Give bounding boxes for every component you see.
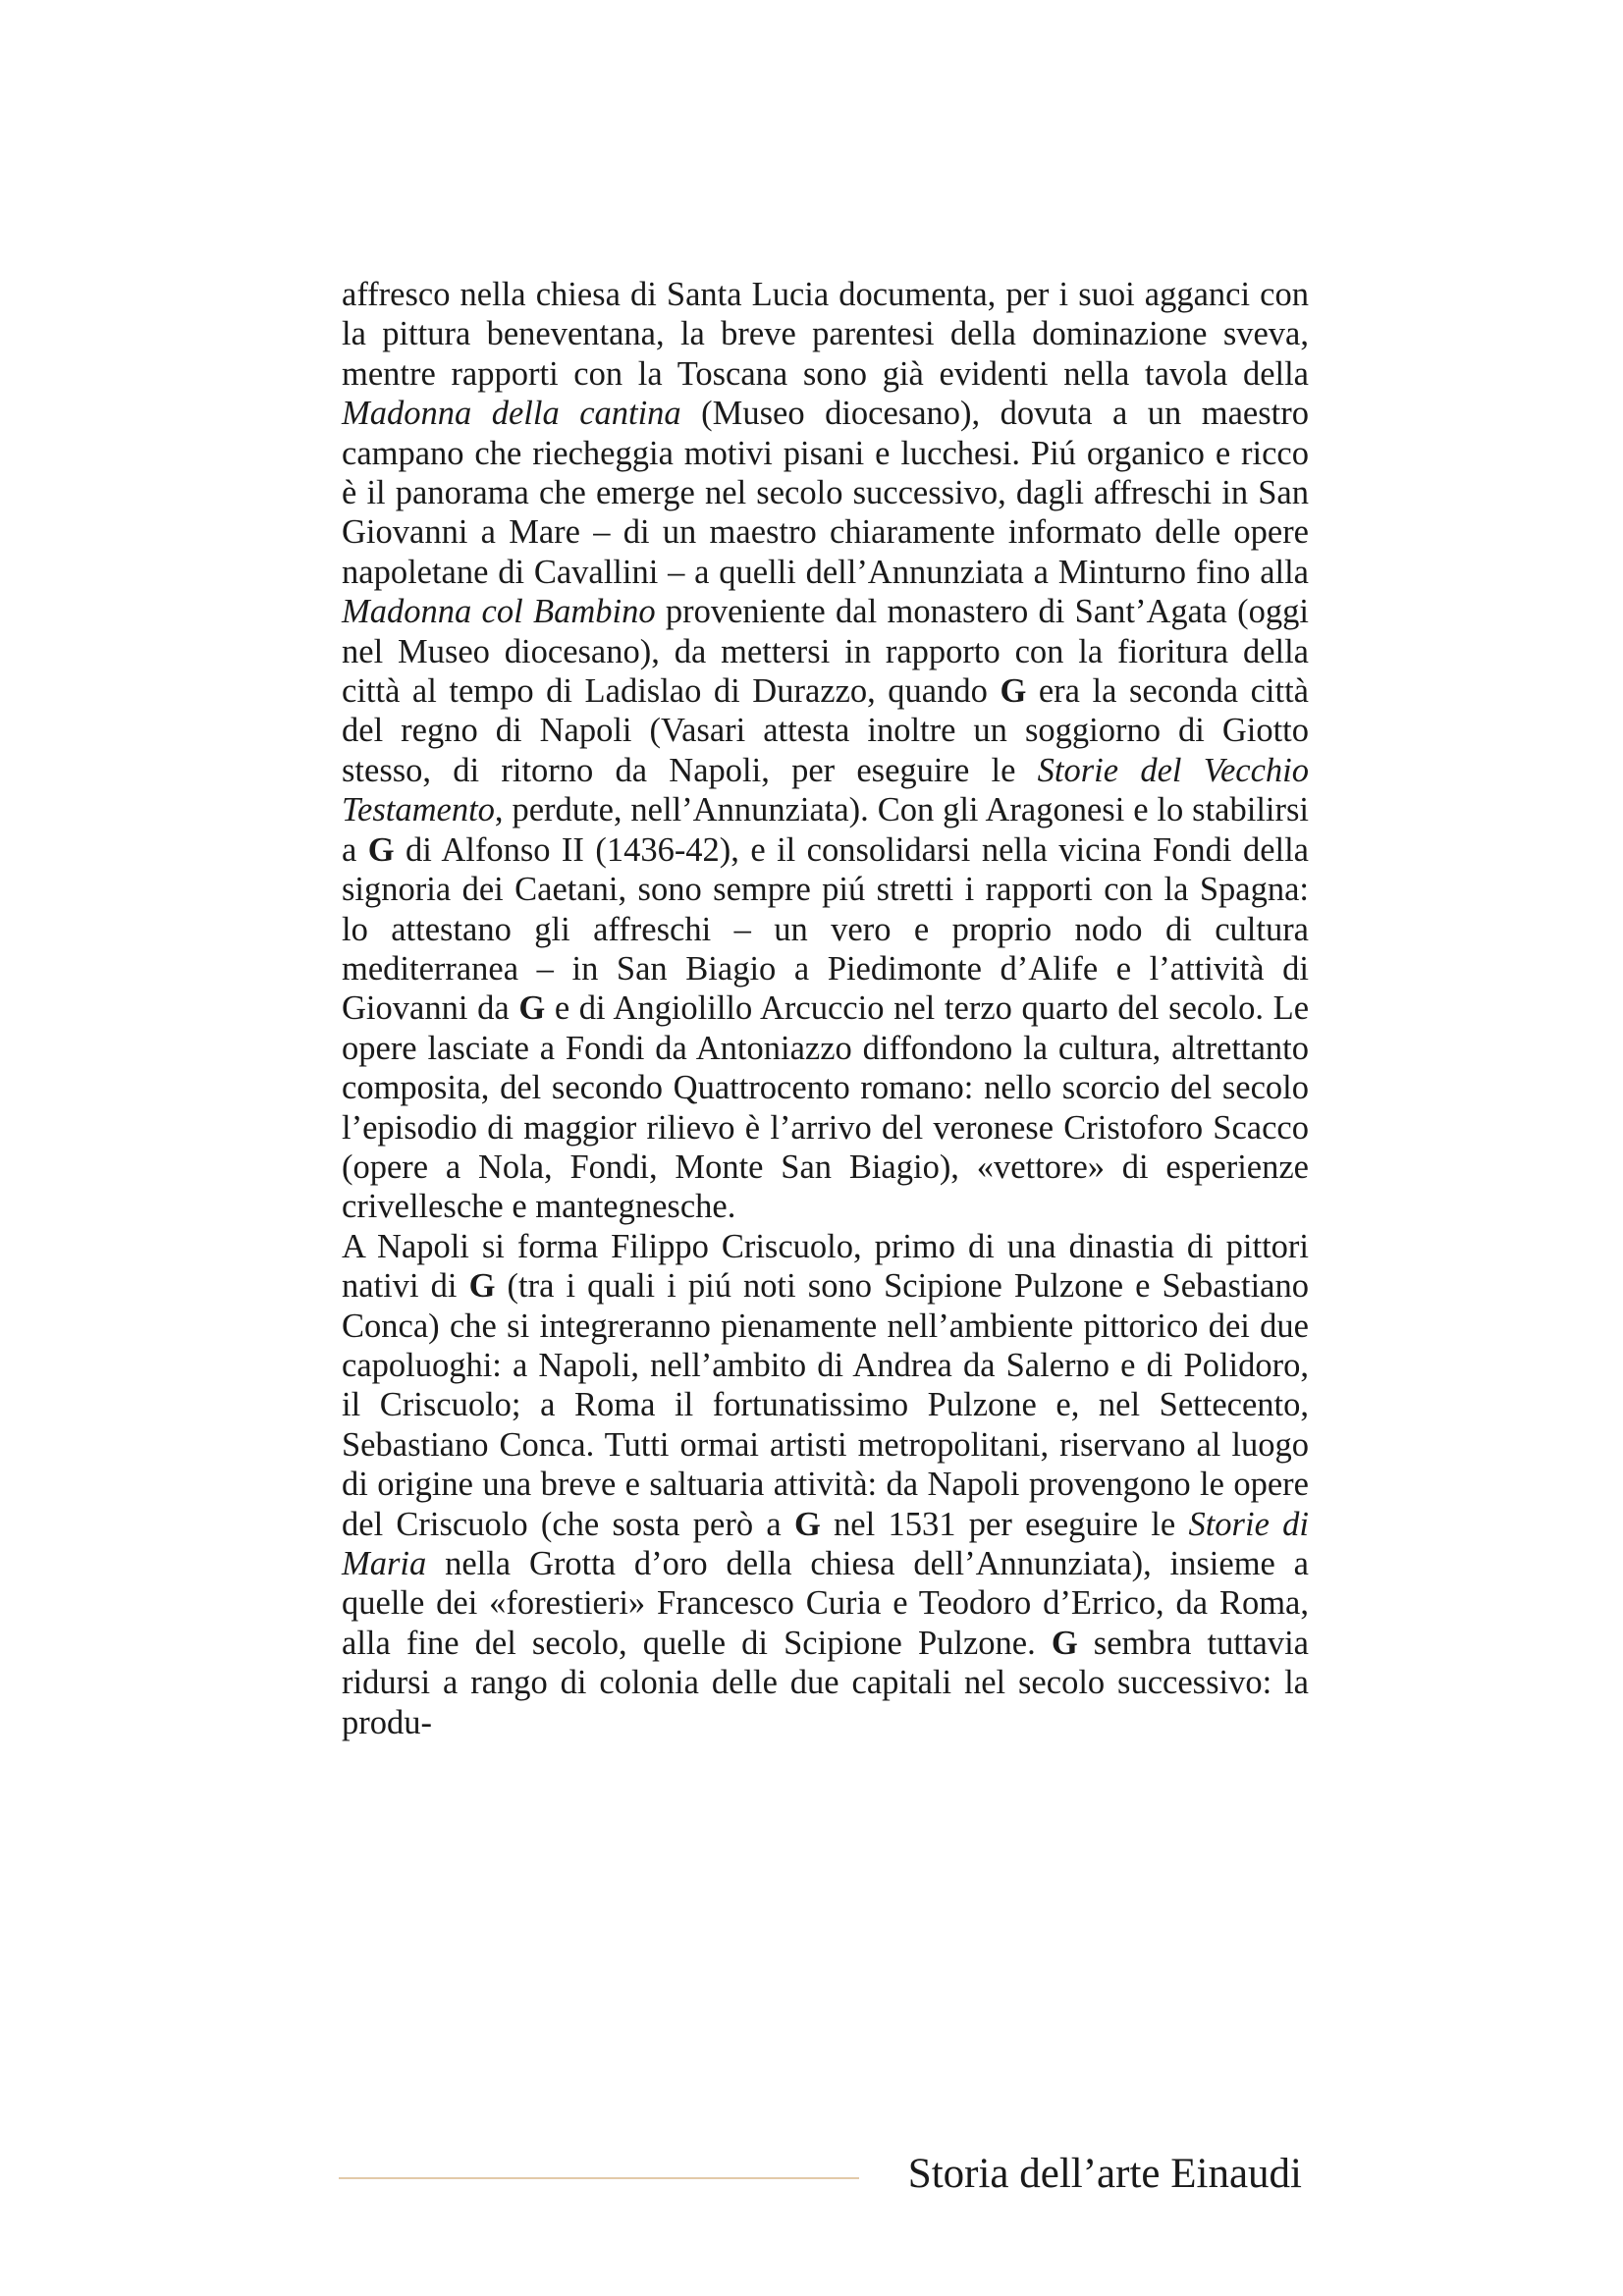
headword-abbreviation: G: [367, 830, 395, 869]
text-run: nella Grotta d’oro della chiesa dell’Annunziata), insieme a quelle dei «forestieri» Francesco Curia e Teodoro d’Errico, da Roma, alla fine del secolo, quelle di Scipione Pulzone.: [342, 1545, 1309, 1662]
headword-abbreviation: G: [468, 1267, 496, 1306]
text-run: proveniente dal monastero di Sant’Agata (oggi nel Museo diocesano), da mettersi in rapporto con la fioritura della città al tempo di Ladislao di Durazzo, quando: [342, 593, 1309, 711]
headword-abbreviation: G: [518, 989, 546, 1028]
text-run: sembra tuttavia ridursi a rango di colonia delle due capitali nel secolo successivo: la produ-: [342, 1624, 1309, 1741]
text-run: era la seconda città del regno di Napoli (Vasari attesta inoltre un soggiorno di Giotto stesso, di ritorno da Napoli, per eseguire le: [342, 672, 1309, 789]
text-run: (Museo diocesano), dovuta a un maestro campano che riecheggia motivi pisani e lucchesi. Piú organico e ricco è il panorama che emerge nel secolo successivo, dagli affreschi in San Giovanni a Mare – di un maestro chiaramente informato delle opere napoletane di Cavallini – a quelli dell’Annunziata a Minturno fino alla: [342, 395, 1309, 591]
footer-title: Storia dell’arte Einaudi: [907, 2151, 1302, 2197]
headword-abbreviation: G: [1000, 672, 1027, 711]
text-run: affresco nella chiesa di Santa Lucia documenta, per i suoi agganci con la pittura beneventana, la breve parentesi della dominazione sveva, mentre rapporti con la Toscana sono già evidenti nella tavola della: [342, 276, 1309, 393]
paragraph: [342, 275, 1309, 1227]
text-run: A Napoli si forma Filippo Criscuolo, primo di una dinastia di pittori nativi di: [342, 1227, 1309, 1306]
text-run: e di Angiolillo Arcuccio nel terzo quarto del secolo. Le opere lasciate a Fondi da Antoniazzo diffondono la cultura, altrettanto composita, del secondo Quattrocento romano: nello scorcio del secolo l’episodio di maggior rilievo è l’arrivo del veronese Cristoforo Scacco (opere a Nola, Fondi, Monte San Biagio), «vettore» di esperienze crivellesche e mantegnesche.: [342, 989, 1310, 1226]
italic-title: Madonna col Bambino: [342, 593, 656, 631]
text-run: nel 1531 per eseguire le: [820, 1505, 1189, 1543]
paragraph: [342, 1227, 1309, 1742]
headword-abbreviation: G: [1051, 1624, 1078, 1662]
italic-title: Madonna della cantina: [342, 395, 681, 433]
italic-title: Storie di Maria: [342, 1505, 1309, 1582]
text-run: di Alfonso II (1436-42), e il consolidarsi nella vicina Fondi della signoria dei Caetani, sono sempre piú stretti i rapporti con la Spagna: lo attestano gli affreschi – un vero e proprio nodo di cultura mediterranea – in San Biagio a Piedimonte d’Alife e l’attività di Giovanni da: [342, 830, 1309, 1028]
text-run: (tra i quali i piú noti sono Scipione Pulzone e Sebastiano Conca) che si integreranno pienamente nell’ambiente pittorico dei due capoluoghi: a Napoli, nell’ambito di Andrea da Salerno e di Polidoro, il Criscuolo; a Roma il fortunatissimo Pulzone e, nel Settecento, Sebastiano Conca. Tutti ormai artisti metropolitani, riservano al luogo di origine una breve e saltuaria attività: da Napoli provengono le opere del Criscuolo (che sosta però a: [342, 1267, 1309, 1543]
body-text: [342, 275, 1309, 1742]
text-run: , perdute, nell’Annunziata). Con gli Aragonesi e lo stabilirsi a: [342, 791, 1309, 869]
italic-title: Storie del Vecchio Testamento: [342, 751, 1309, 829]
headword-abbreviation: G: [793, 1505, 821, 1543]
footer-rule: [339, 2177, 859, 2179]
